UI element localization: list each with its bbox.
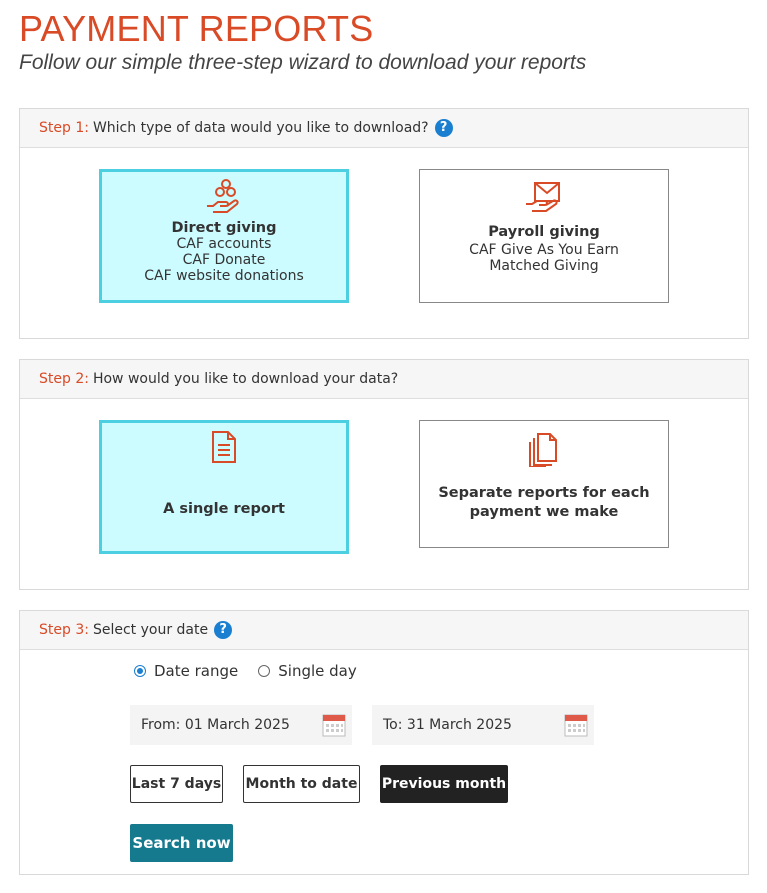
radio-single-day[interactable] [258,665,270,677]
option-title-line: payment we make [469,504,619,520]
search-now-button[interactable]: Search now [130,824,233,862]
step2-panel [19,359,749,590]
step3-question: Select your date [92,622,209,638]
option-title: Payroll giving [488,224,600,240]
radio-label: Single day [278,662,357,680]
step2-header [20,360,748,399]
step2-question: How would you like to download your data? [92,371,399,387]
page-title: PAYMENT REPORTS [19,8,374,49]
option-title: A single report [163,501,285,517]
option-line: CAF website donations [144,268,304,284]
radio-label: Date range [154,662,239,680]
step2-label: Step 2: [39,371,89,387]
option-title-line: Separate reports for each [438,485,650,501]
to-date-value: To: 31 March 2025 [383,717,512,733]
option-line: CAF Donate [182,252,266,268]
step1-question: Which type of data would you like to download? [92,120,429,136]
date-mode-selector [134,662,357,680]
option-line: CAF accounts [176,236,272,252]
step1-panel [19,108,749,339]
from-date-value: From: 01 March 2025 [141,717,290,733]
previous-month-button[interactable]: Previous month [380,765,508,803]
from-date-field[interactable] [130,705,352,745]
step1-label: Step 1: [39,120,89,136]
option-line: CAF Give As You Earn [469,242,619,258]
hand-coins-icon [204,178,244,216]
calendar-icon[interactable] [564,712,588,738]
documents-stack-icon [528,431,560,467]
month-to-date-button[interactable]: Month to date [243,765,360,803]
document-icon [209,429,239,465]
last-7-days-button[interactable]: Last 7 days [130,765,223,803]
calendar-icon[interactable] [322,712,346,738]
step3-header [20,611,748,650]
option-line: Matched Giving [489,258,599,274]
hand-envelope-icon [523,180,565,216]
to-date-field[interactable] [372,705,594,745]
help-icon[interactable]: ? [214,621,232,639]
step1-header [20,109,748,148]
option-separate-reports[interactable] [419,420,669,548]
option-payroll-giving[interactable] [419,169,669,303]
option-direct-giving[interactable] [99,169,349,303]
radio-date-range[interactable] [134,665,146,677]
help-icon[interactable]: ? [435,119,453,137]
step3-label: Step 3: [39,622,89,638]
page-subtitle: Follow our simple three-step wizard to download your reports [19,51,587,74]
option-title: Direct giving [171,220,277,236]
option-single-report[interactable] [99,420,349,554]
